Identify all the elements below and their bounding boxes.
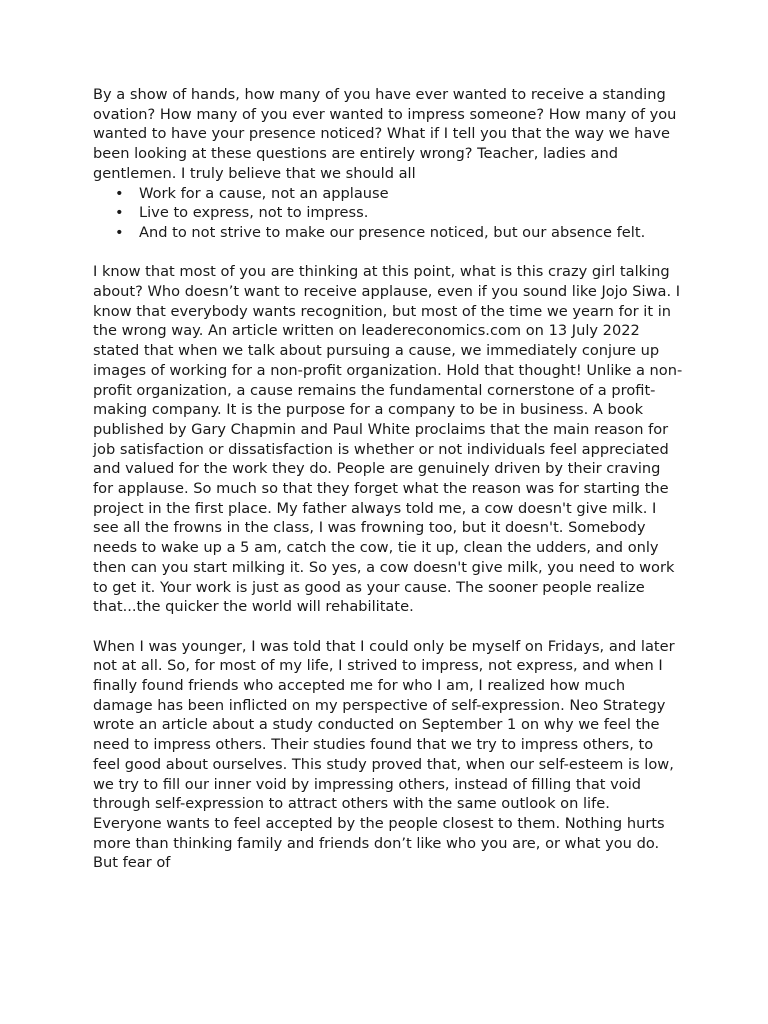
list-item: • Work for a cause, not an applause (139, 184, 683, 204)
list-item: • Live to express, not to impress. (139, 203, 683, 223)
beliefs-list (93, 184, 683, 243)
body-paragraph: I know that most of you are thinking at this point, what is this crazy girl talking about? Who doesn’t want to receive applause, even if you sound like Jojo Siwa. I know that everybody wants recognition, but most of the time we yearn for it in the wrong way. An article written on leadereconomics.com on 13 July 2022 stated that when we talk about pursuing a cause, we immediately conjure up images of working for a non-profit organization. Hold that thought! Unlike a non-profit organization, a cause remains the fundamental cornerstone of a profit-making company. It is the purpose for a company to be in business. A book published by Gary Chapmin and Paul White proclaims that the main reason for job satisfaction or dissatisfaction is whether or not individuals feel appreciated and valued for the work they do. People are genuinely driven by their craving for applause. So much so that they forget what the reason was for starting the project in the first place. My father always told me, a cow doesn't give milk. I see all the frowns in the class, I was frowning too, but it doesn't. Somebody needs to wake up a 5 am, catch the cow, tie it up, clean the udders, and only then can you start milking it. So yes, a cow doesn't give milk, you need to work to get it. Your work is just as good as your cause. The sooner people realize that...the quicker the world will rehabilitate. (93, 263, 683, 616)
body-paragraph: When I was younger, I was told that I could only be myself on Fridays, and later not at all. So, for most of my life, I strived to impress, not express, and when I finally found friends who accepted me for who I am, I realized how much damage has been inflicted on my perspective of self-expression. Neo Strategy wrote an article about a study conducted on September 1 on why we feel the need to impress others. Their studies found that we try to impress others, to feel good about ourselves. This study proved that, when our self-esteem is low, we try to fill our inner void by impressing others, instead of filling that void through self-expression to attract others with the same outlook on life. Everyone wants to feel accepted by the people closest to them. Nothing hurts more than thinking family and friends don’t like who you are, or what you do. But fear of (93, 637, 675, 872)
document-body (93, 85, 683, 873)
intro-paragraph: By a show of hands, how many of you have ever wanted to receive a standing ovation? How many of you ever wanted to impress someone? How many of you wanted to have your presence noticed? What if I tell you that the way we have been looking at these questions are entirely wrong? Teacher, ladies and gentlemen. I truly believe that we should all (93, 86, 677, 182)
list-item: • And to not strive to make our presence noticed, but our absence felt. (139, 223, 683, 243)
